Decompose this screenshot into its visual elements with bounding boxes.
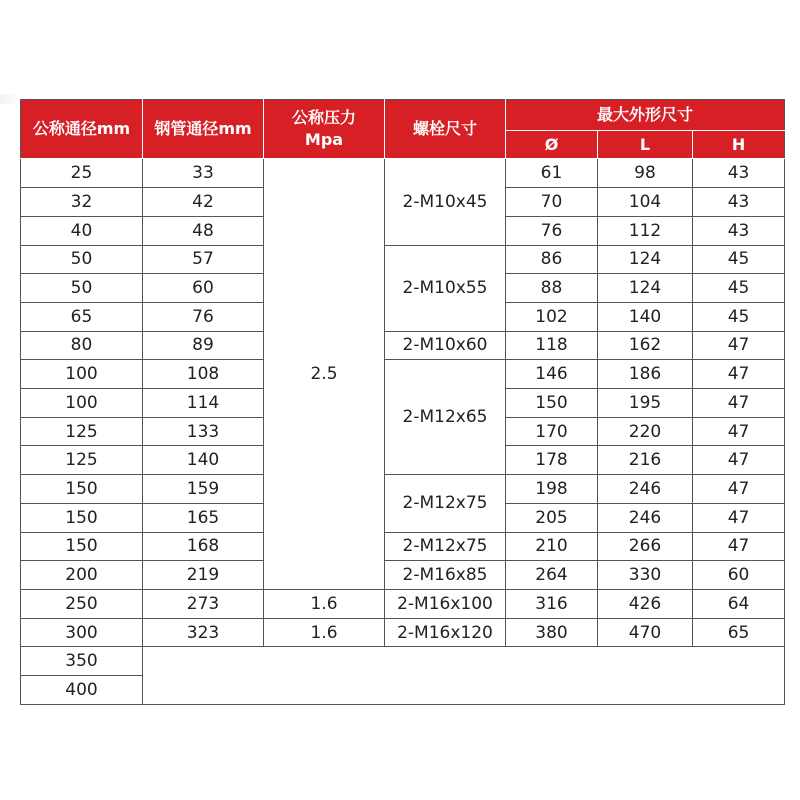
cell-dim-phi: 76 (506, 216, 598, 245)
cell-dim-phi: 264 (506, 561, 598, 590)
cell-dim-h: 47 (693, 503, 785, 532)
header-pressure-title: 公称压力 (291, 108, 356, 128)
cell-pressure: 1.6 (264, 618, 385, 647)
cell-dim-phi: 118 (506, 331, 598, 360)
cell-pipe-diameter: 76 (143, 302, 264, 331)
cell-dim-phi: 70 (506, 188, 598, 217)
cell-dim-l: 246 (598, 475, 693, 504)
table-row (21, 561, 785, 590)
cell-nominal-diameter: 400 (21, 676, 143, 705)
cell-pipe-diameter: 42 (143, 188, 264, 217)
table-row (21, 360, 785, 389)
cell-dim-phi: 61 (506, 159, 598, 188)
cell-dim-phi: 88 (506, 274, 598, 303)
cell-bolt-size: 2-M16x85 (385, 561, 506, 590)
cell-dim-h: 47 (693, 331, 785, 360)
cell-dim-l: 266 (598, 532, 693, 561)
cell-nominal-diameter: 250 (21, 589, 143, 618)
header-dim-phi: Ø (506, 131, 598, 159)
cell-dim-h: 45 (693, 274, 785, 303)
cell-bolt-size: 2-M12x75 (385, 532, 506, 561)
cell-dim-l: 112 (598, 216, 693, 245)
empty-cell (143, 647, 785, 705)
cell-nominal-diameter: 100 (21, 360, 143, 389)
header-max-dimensions: 最大外形尺寸 (506, 100, 785, 131)
cell-bolt-size: 2-M12x65 (385, 360, 506, 475)
header-pressure-unit: Mpa (304, 130, 344, 150)
cell-dim-h: 47 (693, 475, 785, 504)
cell-bolt-size: 2-M10x60 (385, 331, 506, 360)
cell-pipe-diameter: 140 (143, 446, 264, 475)
cell-dim-h: 47 (693, 360, 785, 389)
cell-dim-h: 43 (693, 216, 785, 245)
cell-dim-l: 124 (598, 245, 693, 274)
cell-nominal-diameter: 150 (21, 503, 143, 532)
cell-pipe-diameter: 48 (143, 216, 264, 245)
cell-dim-phi: 210 (506, 532, 598, 561)
cell-dim-l: 140 (598, 302, 693, 331)
cell-dim-phi: 205 (506, 503, 598, 532)
cell-dim-h: 43 (693, 188, 785, 217)
cell-dim-h: 60 (693, 561, 785, 590)
table-row (21, 532, 785, 561)
table-row (21, 589, 785, 618)
cell-dim-l: 330 (598, 561, 693, 590)
cell-dim-l: 124 (598, 274, 693, 303)
cell-dim-l: 186 (598, 360, 693, 389)
cell-pipe-diameter: 165 (143, 503, 264, 532)
cell-dim-phi: 198 (506, 475, 598, 504)
cell-nominal-diameter: 50 (21, 245, 143, 274)
cell-dim-l: 104 (598, 188, 693, 217)
cell-dim-phi: 316 (506, 589, 598, 618)
cell-dim-h: 47 (693, 532, 785, 561)
cell-pipe-diameter: 159 (143, 475, 264, 504)
cell-dim-h: 47 (693, 446, 785, 475)
header-row-1 (21, 100, 785, 131)
cell-pipe-diameter: 133 (143, 417, 264, 446)
cell-pipe-diameter: 168 (143, 532, 264, 561)
cell-bolt-size: 2-M12x75 (385, 475, 506, 532)
cell-pipe-diameter: 219 (143, 561, 264, 590)
table-row (21, 647, 785, 676)
header-pipe-diameter: 钢管通径mm (143, 100, 264, 159)
header-dim-l: L (598, 131, 693, 159)
cell-dim-h: 47 (693, 389, 785, 418)
cell-nominal-diameter: 200 (21, 561, 143, 590)
cell-dim-h: 43 (693, 159, 785, 188)
cell-pipe-diameter: 89 (143, 331, 264, 360)
cell-dim-phi: 170 (506, 417, 598, 446)
cell-bolt-size: 2-M10x55 (385, 245, 506, 331)
cell-nominal-diameter: 100 (21, 389, 143, 418)
cell-bolt-size: 2-M10x45 (385, 159, 506, 245)
cell-nominal-diameter: 125 (21, 417, 143, 446)
cell-nominal-diameter: 350 (21, 647, 143, 676)
cell-pipe-diameter: 60 (143, 274, 264, 303)
cell-pipe-diameter: 114 (143, 389, 264, 418)
cell-dim-h: 64 (693, 589, 785, 618)
cell-dim-l: 216 (598, 446, 693, 475)
cell-nominal-diameter: 50 (21, 274, 143, 303)
table-row (21, 245, 785, 274)
cell-dim-phi: 102 (506, 302, 598, 331)
cell-dim-l: 470 (598, 618, 693, 647)
cell-bolt-size: 2-M16x120 (385, 618, 506, 647)
cell-nominal-diameter: 150 (21, 532, 143, 561)
cell-dim-h: 65 (693, 618, 785, 647)
cell-bolt-size: 2-M16x100 (385, 589, 506, 618)
decorative-edge (0, 94, 20, 104)
cell-dim-l: 426 (598, 589, 693, 618)
cell-nominal-diameter: 300 (21, 618, 143, 647)
table-row (21, 618, 785, 647)
table-row (21, 475, 785, 504)
table-row (21, 331, 785, 360)
cell-nominal-diameter: 40 (21, 216, 143, 245)
cell-nominal-diameter: 65 (21, 302, 143, 331)
cell-pipe-diameter: 33 (143, 159, 264, 188)
header-nominal-pressure (264, 100, 385, 159)
cell-dim-l: 220 (598, 417, 693, 446)
cell-nominal-diameter: 80 (21, 331, 143, 360)
cell-pressure: 2.5 (264, 159, 385, 590)
cell-pressure: 1.6 (264, 589, 385, 618)
cell-dim-l: 98 (598, 159, 693, 188)
cell-dim-phi: 380 (506, 618, 598, 647)
cell-dim-phi: 150 (506, 389, 598, 418)
cell-pipe-diameter: 57 (143, 245, 264, 274)
cell-dim-phi: 146 (506, 360, 598, 389)
cell-dim-l: 195 (598, 389, 693, 418)
header-bolt-size: 螺栓尺寸 (385, 100, 506, 159)
cell-pipe-diameter: 323 (143, 618, 264, 647)
cell-dim-phi: 86 (506, 245, 598, 274)
flange-spec-table (20, 99, 785, 705)
cell-nominal-diameter: 25 (21, 159, 143, 188)
cell-dim-h: 45 (693, 302, 785, 331)
cell-dim-h: 45 (693, 245, 785, 274)
cell-dim-h: 47 (693, 417, 785, 446)
cell-dim-l: 246 (598, 503, 693, 532)
header-dim-h: H (693, 131, 785, 159)
table-row (21, 159, 785, 188)
cell-nominal-diameter: 32 (21, 188, 143, 217)
cell-pipe-diameter: 273 (143, 589, 264, 618)
cell-pipe-diameter: 108 (143, 360, 264, 389)
cell-dim-l: 162 (598, 331, 693, 360)
cell-dim-phi: 178 (506, 446, 598, 475)
header-nominal-diameter: 公称通径mm (21, 100, 143, 159)
cell-nominal-diameter: 125 (21, 446, 143, 475)
cell-nominal-diameter: 150 (21, 475, 143, 504)
